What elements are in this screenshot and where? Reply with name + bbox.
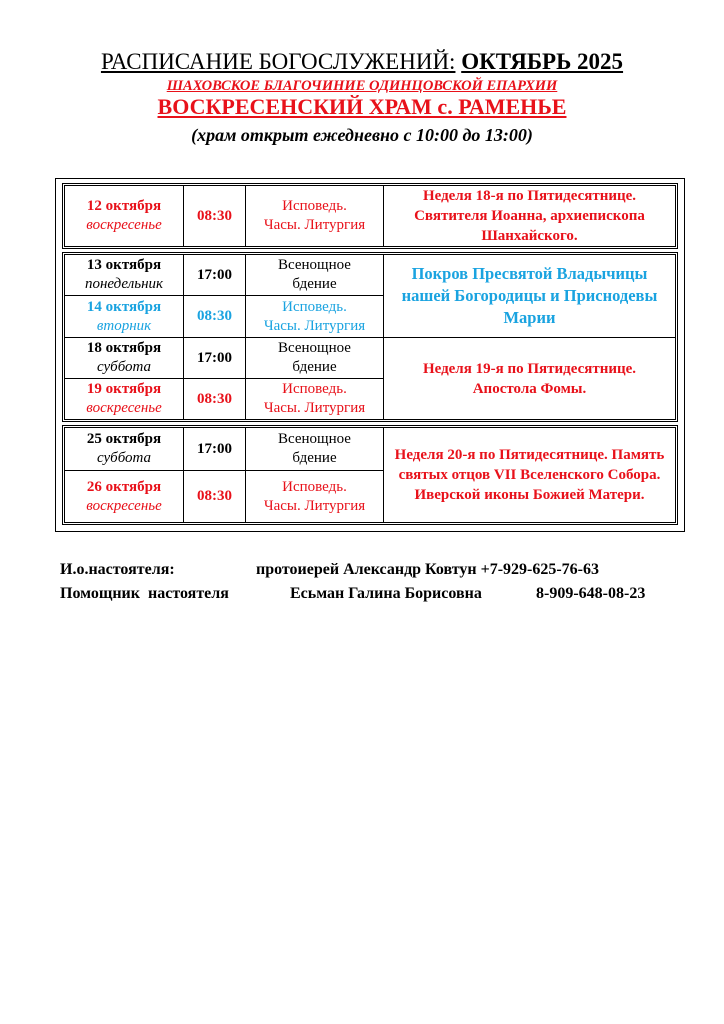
service-label [246,428,383,470]
opening-hours: (храм открыт ежедневно с 10:00 до 13:00) [191,125,533,145]
title-month: ОКТЯБРЬ 2025 [461,49,624,74]
deanery-title: ШАХОВСКОЕ БЛАГОЧИНИЕ ОДИНЦОВСКОЙ ЕПАРХИИ [166,78,558,94]
service-label [246,186,383,246]
table-row-date [65,296,183,337]
date-label: 12 октября [86,198,162,214]
church-title: ВОСКРЕСЕНСКИЙ ХРАМ с. РАМЕНЬЕ [157,94,567,119]
feast-label: Неделя 18-я по Пятидесятнице. Святителя Иоанна, архиепископа Шанхайского. [414,188,645,244]
time-label: 08:30 [197,488,232,504]
service-label [246,379,383,419]
weekday-label: понедельник [84,276,164,292]
feast-label: Покров Пресвятой Владычицы нашей Богородицы и Приснодевы Марии [401,264,658,327]
table-row-date [65,186,183,246]
weekday-label: суббота [96,450,152,466]
date-label: 26 октября [86,478,162,495]
service-label [246,296,383,337]
service-label [246,255,383,295]
service-label [246,471,383,522]
page-title [0,48,724,76]
service-line: Всенощное [278,257,351,273]
service-line: Часы. Литургия [263,497,366,514]
time-label: 08:30 [197,390,232,407]
service-line: Часы. Литургия [263,317,366,334]
service-line: Всенощное [278,340,351,356]
service-line: Часы. Литургия [263,217,366,233]
time-label: 08:30 [197,207,232,224]
assistant-role: Помощник настоятеля [60,585,229,602]
service-line: Часы. Литургия [263,400,366,416]
date-label: 14 октября [86,298,162,315]
date-label: 18 октября [86,340,162,356]
service-line: бдение [292,276,337,292]
table-row-date [65,255,183,295]
service-line: Исповедь. [282,198,347,214]
service-line: Исповедь. [282,478,347,495]
weekday-label: вторник [96,317,152,334]
weekday-label: суббота [96,359,152,375]
table-row-date [65,471,183,522]
feast-label: Неделя 20-я по Пятидесятнице. Память святых отцов VII Вселенского Собора. Иверской иконы Божией Матери. [394,447,665,503]
service-line: бдение [292,450,337,466]
title-prefix: РАСПИСАНИЕ БОГОСЛУЖЕНИЙ: [100,49,456,74]
feast-label: Неделя 19-я по Пятидесятнице. Апостола Фомы. [422,360,637,397]
time-label: 17:00 [197,266,232,283]
service-line: Исповедь. [282,381,347,397]
date-label: 13 октября [86,257,162,273]
table-row-date [65,338,183,378]
assistant-name: Есьман Галина Борисовна [290,585,482,602]
schedule-group [62,425,678,525]
assistant-phone: 8-909-648-08-23 [536,585,646,602]
table-row-date [65,379,183,419]
service-line: Исповедь. [282,298,347,315]
weekday-label: воскресенье [86,217,162,233]
weekday-label: воскресенье [86,400,162,416]
service-label [246,338,383,378]
time-label: 17:00 [197,349,232,366]
service-line: бдение [292,359,337,375]
rector-role: И.о.настоятеля: [60,561,175,578]
schedule-group [62,252,678,422]
schedule-group [62,183,678,249]
schedule-table [55,178,685,532]
time-label: 17:00 [197,440,232,457]
time-label: 08:30 [197,308,232,324]
table-row-date [65,428,183,470]
date-label: 19 октября [86,381,162,397]
weekday-label: воскресенье [86,497,162,514]
rector-name: протоиерей Александр Ковтун +7-929-625-76-63 [256,561,599,578]
service-line: Всенощное [278,431,351,447]
date-label: 25 октября [86,431,162,447]
